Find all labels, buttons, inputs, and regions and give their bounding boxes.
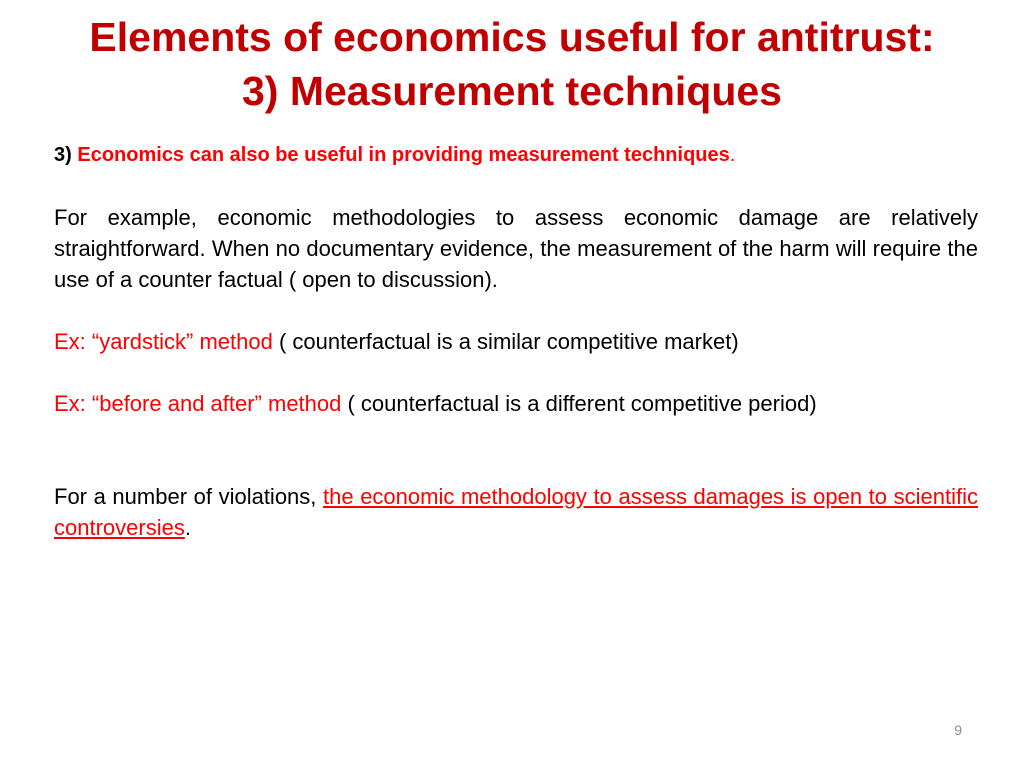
paragraph-violations-lead: For a number of violations, xyxy=(54,484,324,509)
example-yardstick-label: Ex: “yardstick” method xyxy=(54,329,273,354)
paragraph-violations-end: . xyxy=(184,515,191,540)
paragraph-example: For example, economic methodologies to assess economic damage are relatively straightforward. When no documentary evidence, the measurement of the harm will require the use of a counter factual ( open to discussion). xyxy=(54,205,978,292)
title-line-2: 3) Measurement techniques xyxy=(242,68,782,114)
example-before-after-note: ( counterfactual is a different competitive period) xyxy=(341,391,817,416)
example-yardstick-note: ( counterfactual is a similar competitive market) xyxy=(272,329,739,354)
point-3 xyxy=(54,140,978,171)
point-text: Economics can also be useful in providing measurement techniques xyxy=(77,144,730,166)
example-before-after-label: Ex: “before and after” method xyxy=(54,391,342,416)
title-line-1: Elements of economics useful for antitrust: xyxy=(89,14,935,60)
example-yardstick xyxy=(54,326,978,357)
slide-body xyxy=(54,140,978,543)
page-number: 9 xyxy=(954,722,962,738)
controversies-link[interactable]: the economic methodology to assess damages is open to scientific controversies xyxy=(54,484,978,540)
paragraph-violations xyxy=(54,481,978,543)
example-before-after xyxy=(54,388,978,419)
slide-title xyxy=(0,10,1024,118)
point-number: 3) xyxy=(54,144,72,166)
point-end: . xyxy=(729,144,736,166)
